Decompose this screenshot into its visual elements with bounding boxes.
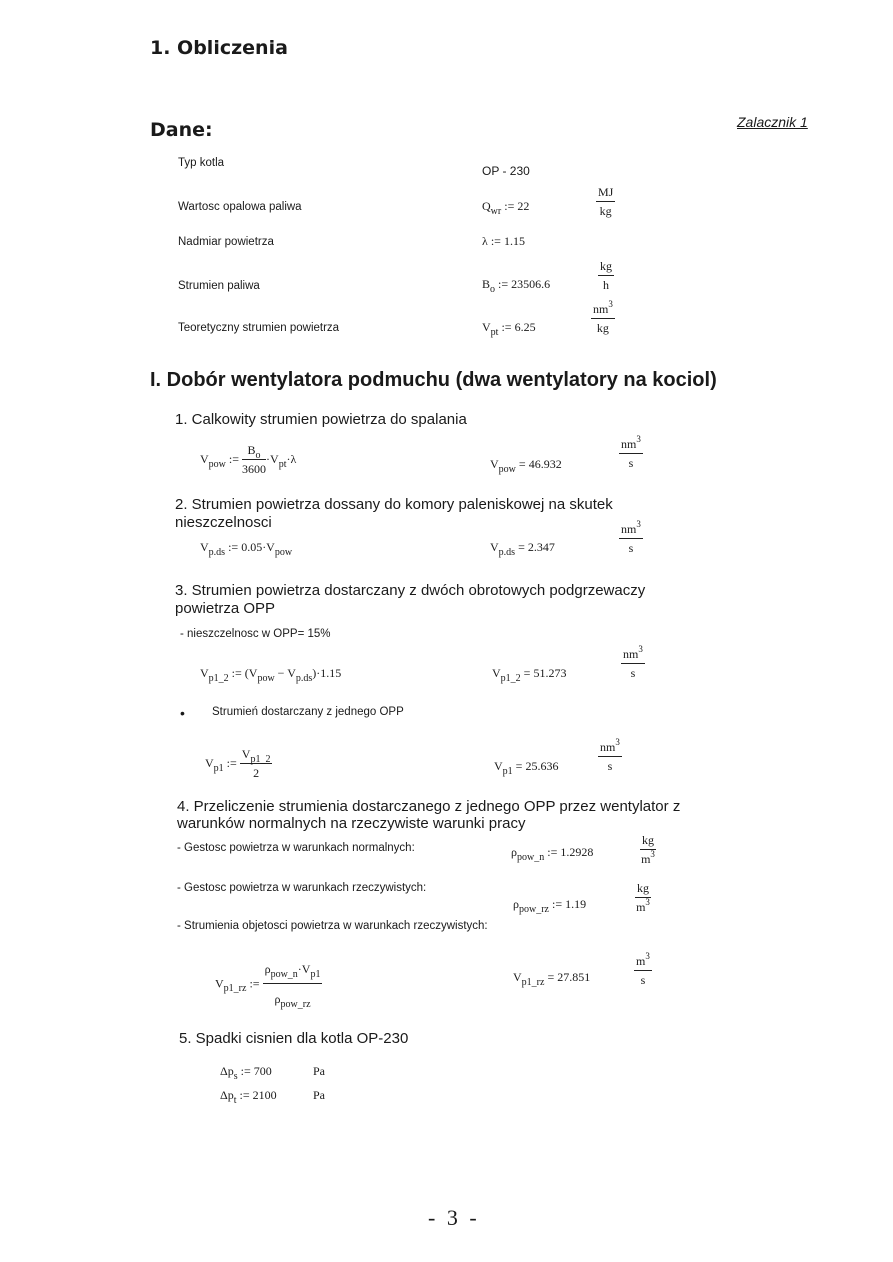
formula-dpt: $\Delta p_t$ := 2100 bbox=[220, 1088, 277, 1106]
result-vpds: $V_{p.ds} = 2.347$ bbox=[490, 540, 555, 558]
unit-qwr: $\frac{MJ}{kg}$ bbox=[598, 185, 614, 218]
step-3-line1: 3. Strumien powietrza dostarczany z dwóch obrotowych podgrzewaczy bbox=[175, 582, 646, 599]
heading-obliczenia: 1. Obliczenia bbox=[150, 37, 288, 59]
page-number: - 3 - bbox=[428, 1205, 480, 1230]
appendix-label: Zalacznik 1 bbox=[737, 114, 808, 130]
step-4-line2: warunków normalnych na rzeczywiste warunki pracy bbox=[177, 815, 526, 832]
bullet-icon: • bbox=[180, 705, 185, 721]
unit-bo: $\frac{kg}{h}$ bbox=[600, 259, 612, 292]
formula-vpds: $V_{p.ds}$ := $0.05\cdot V_{pow}$ bbox=[200, 540, 293, 558]
formula-vp12: $V_{p1\_2}$ := $(V_{pow} - V_{p.ds})\cdot 1.15$ bbox=[200, 666, 342, 684]
formula-vp1: $V_{p1}$ := $\frac{V_{p1\_2}}{2}$ bbox=[205, 747, 271, 780]
formula-bo: $B_o$ := 23506.6 bbox=[482, 277, 551, 295]
formula-lambda: λ := 1.15 bbox=[482, 234, 525, 248]
result-vp12: $V_{p1\_2} = 51.273$ bbox=[492, 666, 567, 684]
label-teoretyczny: Teoretyczny strumien powietrza bbox=[178, 322, 340, 334]
formula-rho-rz: $\rho_{pow\_rz}$ := 1.19 bbox=[513, 897, 587, 915]
unit-rho-n: $\frac{kg}{m^3}$ bbox=[641, 833, 655, 866]
dane-title: Dane: bbox=[150, 119, 213, 141]
section-title: I. Dobór wentylatora podmuchu (dwa wentylatory na kociol) bbox=[150, 369, 717, 391]
step-5-title: 5. Spadki cisnien dla kotla OP-230 bbox=[179, 1030, 409, 1047]
unit-vpt: $\frac{nm^3}{kg}$ bbox=[593, 299, 613, 335]
unit-dpt: Pa bbox=[313, 1088, 325, 1102]
unit-vpow: $\frac{nm^3}{s}$ bbox=[621, 434, 641, 470]
label-flow-rz: - Strumienia objetosci powietrza w warunkach rzeczywistych: bbox=[177, 920, 488, 932]
formula-rho-n: $\rho_{pow\_n}$ := 1.2928 bbox=[511, 845, 594, 863]
formula-vpow: $V_{pow}$ := $\frac{B_o}{3600}$ $\cdot V_{pt}\cdot\lambda$ bbox=[200, 443, 297, 476]
formula-vp1rz: $V_{p1\_rz}$ := $\frac{\rho_{pow\_n}\cdot V_{p1}}{\rho_{pow\_rz}}$ bbox=[215, 962, 321, 1010]
step-2-line1: 2. Strumien powietrza dossany do komory paleniskowej na skutek bbox=[175, 496, 613, 513]
formula-vpt: $V_{pt}$ := 6.25 bbox=[482, 320, 536, 338]
label-wartosc-opalowa: Wartosc opalowa paliwa bbox=[178, 201, 302, 213]
unit-vp1: $\frac{nm^3}{s}$ bbox=[600, 737, 620, 773]
label-rho-n: - Gestosc powietrza w warunkach normalnych: bbox=[177, 842, 415, 854]
bullet-text: Strumień dostarczany z jednego OPP bbox=[212, 706, 404, 718]
label-rho-rz: - Gestosc powietrza w warunkach rzeczywistych: bbox=[177, 882, 427, 894]
formula-dps: $\Delta p_s$ := 700 bbox=[220, 1064, 272, 1082]
unit-dps: Pa bbox=[313, 1064, 325, 1078]
result-vp1: $V_{p1} = 25.636$ bbox=[494, 759, 559, 777]
value-typ-kotla: OP - 230 bbox=[482, 164, 530, 178]
step-3-note: - nieszczelnosc w OPP= 15% bbox=[180, 628, 331, 640]
label-nadmiar: Nadmiar powietrza bbox=[178, 236, 274, 248]
step-4-line1: 4. Przeliczenie strumienia dostarczanego z jednego OPP przez wentylator z bbox=[177, 798, 681, 815]
unit-vp12: $\frac{nm^3}{s}$ bbox=[623, 644, 643, 680]
step-3-line2: powietrza OPP bbox=[175, 600, 276, 617]
formula-qwr: $Q_{wr}$ := 22 bbox=[482, 199, 530, 217]
label-strumien-paliwa: Strumien paliwa bbox=[178, 280, 260, 292]
result-vpow: $V_{pow} = 46.932$ bbox=[490, 457, 562, 475]
label-typ-kotla: Typ kotla bbox=[178, 157, 225, 169]
unit-rho-rz: $\frac{kg}{m^3}$ bbox=[636, 881, 650, 914]
result-vp1rz: $V_{p1\_rz} = 27.851$ bbox=[513, 970, 591, 988]
unit-vpds: $\frac{nm^3}{s}$ bbox=[621, 519, 641, 555]
step-2-line2: nieszczelnosci bbox=[175, 514, 272, 531]
step-1-title: 1. Calkowity strumien powietrza do spalania bbox=[175, 411, 467, 428]
unit-vp1rz: $\frac{m^3}{s}$ bbox=[636, 951, 650, 987]
